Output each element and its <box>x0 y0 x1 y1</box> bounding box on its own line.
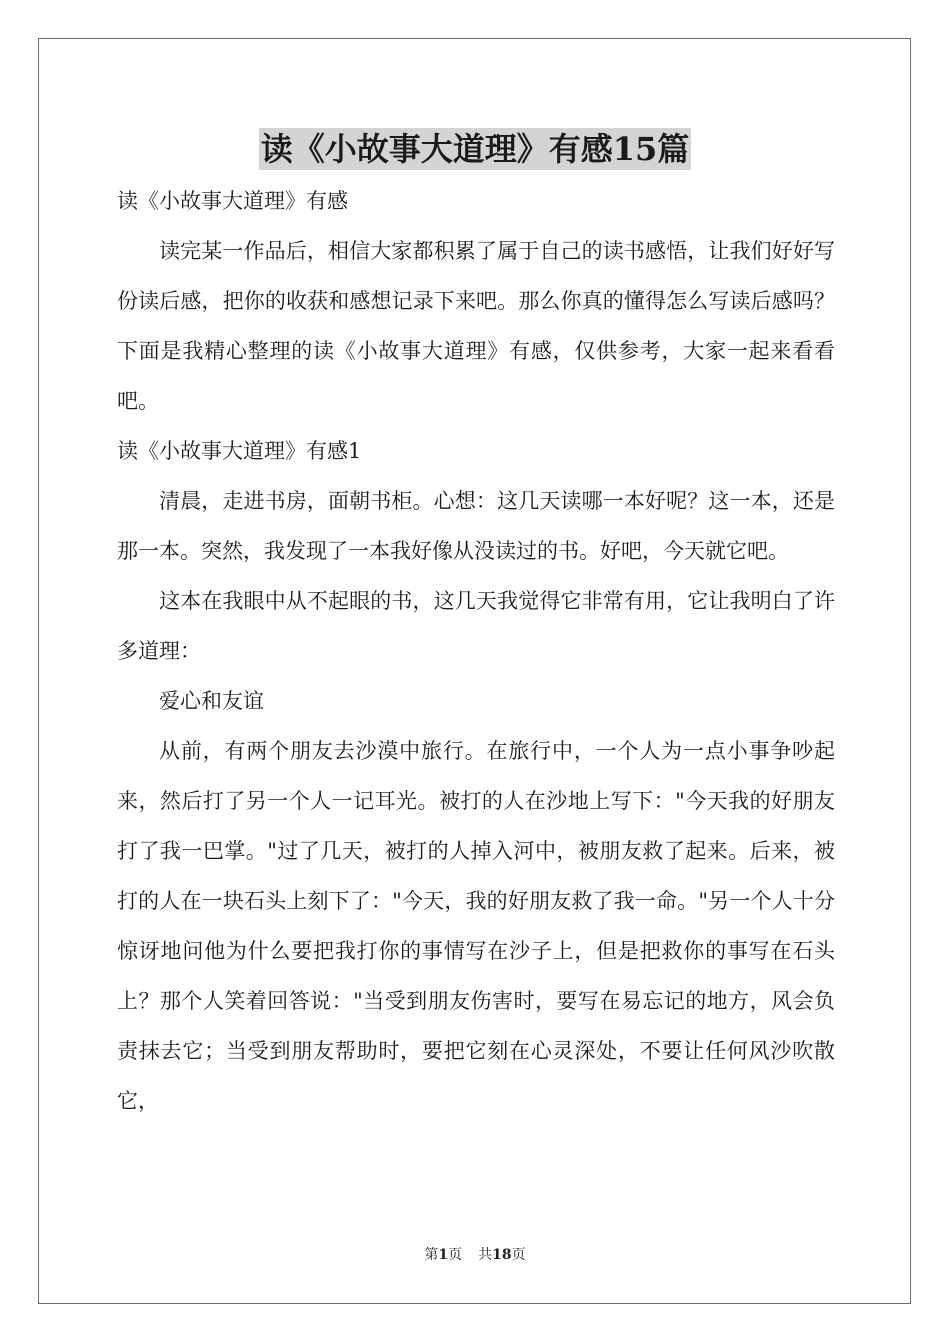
page-footer <box>0 1245 950 1265</box>
footer-page-prefix: 第 <box>424 1247 439 1263</box>
footer-page-number: 1 <box>438 1247 449 1263</box>
intro-paragraph: 读完某一作品后，相信大家都积累了属于自己的读书感悟，让我们好好写份读后感，把你的收获和感想记录下来吧。那么你真的懂得怎么写读后感吗？下面是我精心整理的读《小故事大道理》有感，仅供参考，大家一起来看看吧。 <box>117 239 835 413</box>
subheading-love-friendship: 爱心和友谊 <box>159 689 264 713</box>
body-paragraph: 从前，有两个朋友去沙漠中旅行。在旅行中，一个人为一点小事争吵起来，然后打了另一个人一记耳光。被打的人在沙地上写下："今天我的好朋友打了我一巴掌。"过了几天，被打的人掉入河中，被朋友救了起来。后来，被打的人在一块石头上刻下了："今天，我的好朋友救了我一命。"另一个人十分惊讶地问他为什么要把我打你的事情写在沙子上，但是把救你的事写在石头上？那个人笑着回答说："当受到朋友伤害时，要写在易忘记的地方，风会负责抹去它；当受到朋友帮助时，要把它刻在心灵深处，不要让任何风沙吹散它， <box>117 739 835 1113</box>
footer-total-prefix: 共 <box>478 1247 493 1263</box>
footer-page-suffix: 页 <box>448 1247 463 1263</box>
title-container <box>0 128 950 170</box>
body-paragraph: 这本在我眼中从不起眼的书，这几天我觉得它非常有用，它让我明白了许多道理： <box>117 589 835 663</box>
intro-heading: 读《小故事大道理》有感 <box>117 189 348 213</box>
footer-total-suffix: 页 <box>511 1247 526 1263</box>
section-heading-1: 读《小故事大道理》有感1 <box>117 439 362 463</box>
body-paragraph: 清晨，走进书房，面朝书柜。心想：这几天读哪一本好呢？这一本，还是那一本。突然，我发现了一本我好像从没读过的书。好吧，今天就它吧。 <box>117 489 835 563</box>
document-title: 读《小故事大道理》有感15篇 <box>260 130 690 168</box>
footer-total-pages: 18 <box>492 1247 512 1263</box>
document-body <box>117 176 835 1126</box>
